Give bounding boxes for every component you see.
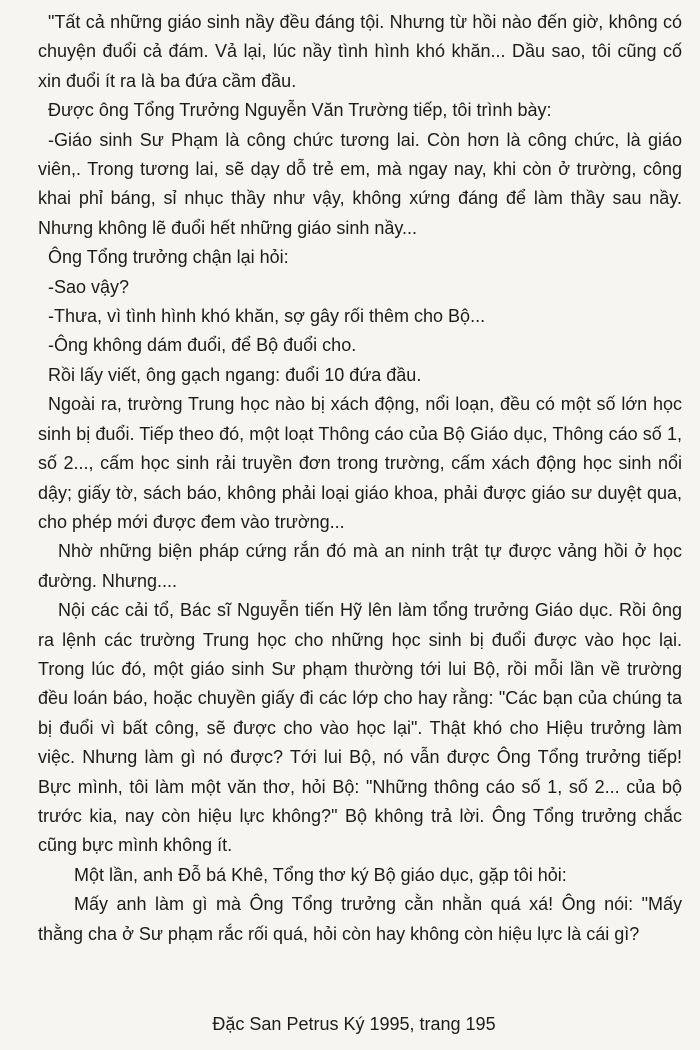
paragraph-4: Ông Tổng trưởng chận lại hỏi: [48,247,289,268]
paragraph-2: Được ông Tổng Trưởng Nguyễn Văn Trường tiếp, tôi trình bày: [48,100,552,121]
paragraph-12: Một lần, anh Đỗ bá Khê, Tổng thơ ký Bộ giáo dục, gặp tôi hỏi: [74,864,567,885]
paragraph-3: -Giáo sinh Sư Phạm là công chức tương lai. Còn hơn là công chức, là giáo viên,. Trong tương lai, sẽ dạy dỗ trẻ em, mà ngay nay, khi còn ở trường, công khai phỉ báng, sỉ nhục thầy như vậy, không xứng đáng để làm thầy sau nầy. Nhưng không lẽ đuổi hết những giáo sinh nầy... [38,129,682,238]
paragraph-1: "Tất cả những giáo sinh nầy đều đáng tội. Nhưng từ hồi nào đến giờ, không có chuyện đuổi cả đám. Vả lại, lúc nầy tình hình khó khăn... Dầu sao, tôi cũng cố xin đuổi ít ra là ba đứa cầm đầu. [38,12,682,91]
paragraph-13: Mấy anh làm gì mà Ông Tổng trưởng cằn nhằn quá xá! Ông nói: "Mấy thằng cha ở Sư phạm rắc rối quá, hỏi còn hay không còn hiệu lực là cái gì? [38,894,682,944]
paragraph-9: Ngoài ra, trường Trung học nào bị xách động, nổi loạn, đều có một số lớn học sinh bị đuổi. Tiếp theo đó, một loạt Thông cáo của Bộ Giáo dục, Thông cáo số 1, số 2..., cấm học sinh rải truyền đơn trong trường, cấm xách động học sinh nổi dậy; giấy tờ, sách báo, không phải loại giáo khoa, phải được giáo sư duyệt qua, cho phép mới được đem vào trường... [38,394,682,532]
paragraph-7: -Ông không dám đuổi, để Bộ đuổi cho. [48,335,357,356]
paragraph-10: Nhờ những biện pháp cứng rắn đó mà an ninh trật tự được vảng hồi ở học đường. Nhưng.... [38,541,682,591]
body-text [38,8,682,949]
paragraph-6: -Thưa, vì tình hình khó khăn, sợ gây rối thêm cho Bộ... [48,306,486,327]
paragraph-8: Rồi lấy viết, ông gạch ngang: đuổi 10 đứa đầu. [48,364,422,385]
paragraph-5: -Sao vậy? [48,276,130,297]
page-footer: Đặc San Petrus Ký 1995, trang 195 [212,1014,496,1034]
paragraph-11: Nội các cải tổ, Bác sĩ Nguyễn tiến Hỹ lên làm tổng trưởng Giáo dục. Rồi ông ra lệnh các trường Trung học cho những học sinh bị đuổi được vào học lại. Trong lúc đó, một giáo sinh Sư phạm thường tới lui Bộ, rồi mỗi lần về trường đều loán báo, hoặc chuyền giấy đi các lớp cho hay rằng: "Các bạn của chúng ta bị đuổi vì bất công, sẽ được cho vào học lại". Thật khó cho Hiệu trưởng làm việc. Nhưng làm gì nó được? Tới lui Bộ, nó vẫn được Ông Tổng trưởng tiếp! Bực mình, tôi làm một văn thơ, hỏi Bộ: "Những thông cáo số 1, số 2... của bộ trước kia, nay còn hiệu lực không?" Bộ không trả lời. Ông Tổng trưởng chắc cũng bực mình không ít. [38,600,682,856]
